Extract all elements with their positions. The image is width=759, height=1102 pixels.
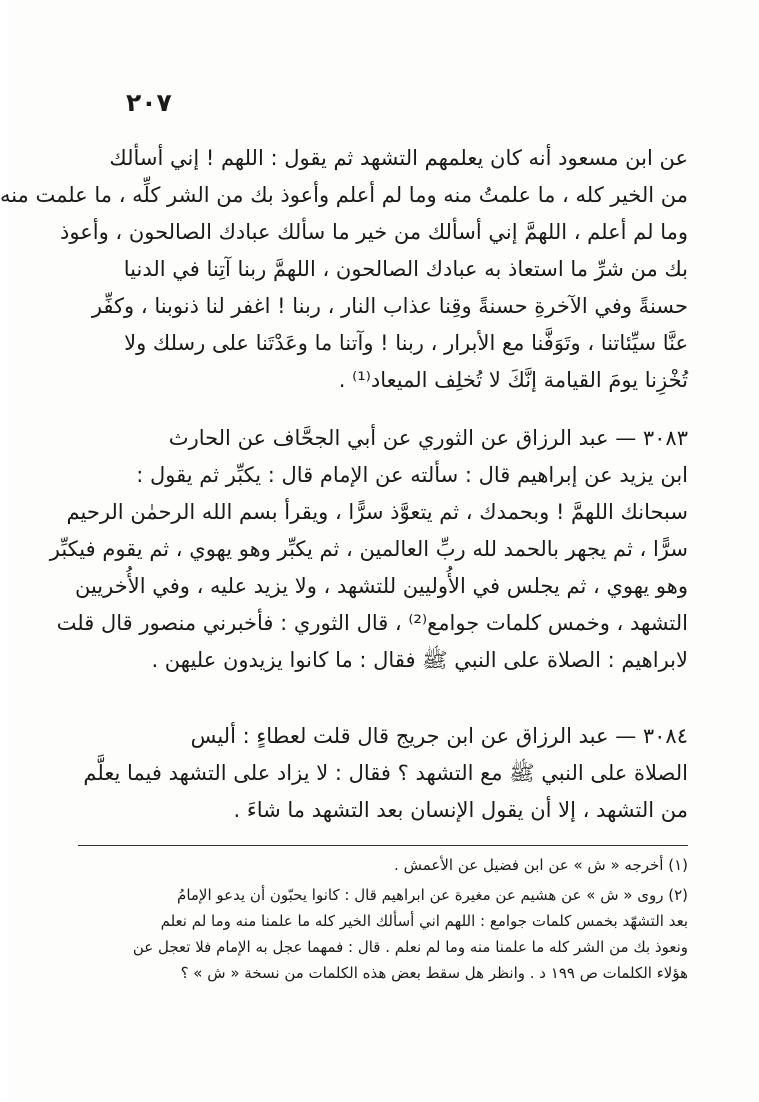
- footnote-2-line: بعد التشهّد بخمس كلمات جوامع : اللهم اني أسألك الخير كله ما علمنا منه وما لم نعلم: [160, 912, 688, 930]
- text-line: ٣٠٨٤ — عبد الرزاق عن ابن جريج قال قلت لعطاءٍ : أليس: [190, 724, 688, 748]
- text-line: الصلاة على النبي ﷺ مع التشهد ؟ فقال : لا يزاد على التشهد فيما يعلَّم: [83, 761, 688, 785]
- footnotes: [78, 852, 688, 986]
- footnote-2-line: هؤلاء الكلمات ص ١٩٩ د . وانظر هل سقط بعض هذه الكلمات من نسخة « ش » ؟: [180, 964, 688, 982]
- paragraph-1: [0, 140, 688, 399]
- text-line: من الخير كله ، ما علمتُ منه وما لم أعلم وأعوذ بك من الشر كلِّه ، ما علمت منه: [0, 183, 688, 207]
- text-line: عن ابن مسعود أنه كان يعلمهم التشهد ثم يقول : اللهم ! إني أسألك: [109, 146, 688, 170]
- text-line: من التشهد ، إلا أن يقول الإنسان بعد التشهد ما شاءَ .: [233, 798, 688, 822]
- text-line: تُخْزِنا يومَ القيامة إنَّكَ لا تُخلِف الميعاد⁽¹⁾ .: [338, 368, 688, 392]
- paragraph-3083: [49, 420, 688, 679]
- text-line: التشهد ، وخمس كلمات جوامع⁽²⁾ ، قال الثوري : فأخبرني منصور قال قلت: [56, 611, 688, 635]
- text-line: سبحانك اللهمَّ ! وبحمدك ، ثم يتعوَّذ سرًّا ، ويقرأ بسم الله الرحمٰن الرحيم: [66, 500, 688, 524]
- text-line: عنَّا سيِّئاتنا ، وتَوَفَّنا مع الأبرار ، ربنا ! وآتنا ما وعَدْتَنا على رسلك ولا: [124, 331, 688, 355]
- text-line: بك من شرِّ ما استعاذ به عبادك الصالحون ، اللهمَّ ربنا آتِنا في الدنيا: [123, 257, 688, 281]
- page-number: ٢٠٧: [126, 88, 172, 117]
- footnote-1: (١) أخرجه « ش » عن ابن فضيل عن الأعمش .: [394, 856, 688, 874]
- text-line: ٣٠٨٣ — عبد الرزاق عن الثوري عن أبي الجحَّاف عن الحارث: [168, 426, 688, 450]
- text-line: وهو يهوي ، ثم يجلس في الأُوليين للتشهد ، ولا يزيد عليه ، وفي الأُخريين: [74, 574, 688, 598]
- text-line: وما لم أعلم ، اللهمَّ إني أسألك من خير ما سألك عبادك الصالحون ، وأعوذ: [60, 220, 688, 244]
- text-line: ابن يزيد عن إبراهيم قال : سألته عن الإمام قال : يكبِّر ثم يقول :: [136, 463, 688, 487]
- footnote-2-line: (٢) روى « ش » عن هشيم عن مغيرة عن ابراهيم قال : كانوا يحبّون أن يدعو الإمامُ: [177, 886, 688, 904]
- text-line: حسنةً وفي الآخرةِ حسنةً وقِنا عذاب النار ، ربنا ! اغفر لنا ذنوبنا ، وكفِّر: [91, 294, 688, 318]
- text-line: لابراهيم : الصلاة على النبي ﷺ فقال : ما كانوا يزيدون عليهن .: [151, 648, 688, 672]
- text-line: سرًّا ، ثم يجهر بالحمد لله ربِّ العالمين ، ثم يكبِّر وهو يهوي ، ثم يقوم فيكبِّر: [49, 537, 688, 561]
- footnote-divider: [78, 845, 688, 846]
- paragraph-3084: [78, 718, 688, 829]
- footnote-2-line: ونعوذ بك من الشر كله ما علمنا منه وما لم نعلم . قال : فمهما عجل به الإمام فلا تعجل عن: [132, 938, 688, 956]
